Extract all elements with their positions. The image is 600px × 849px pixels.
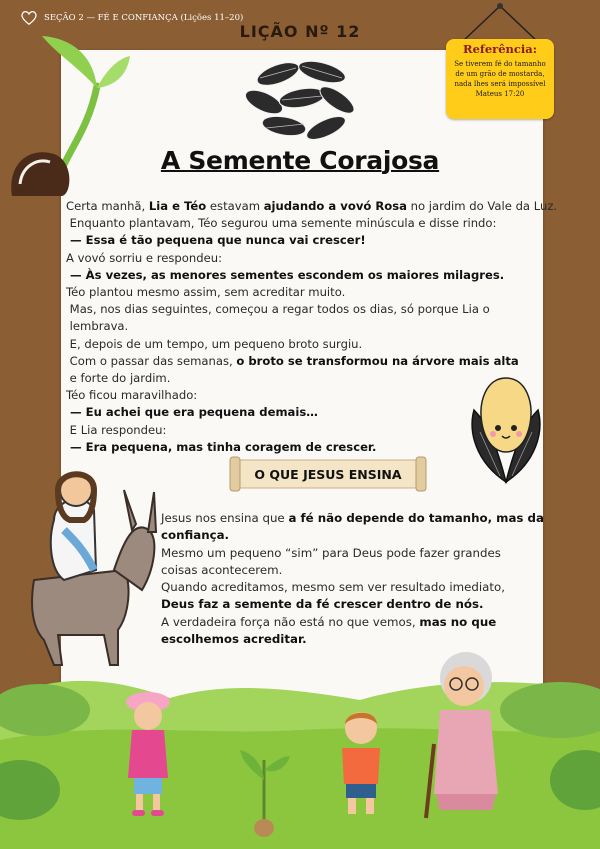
banner-title: O QUE JESUS ENSINA: [254, 467, 402, 482]
story-line: Com o passar das semanas, o broto se transformou na árvore mais alta: [66, 353, 519, 368]
story-line: A vovó sorriu e respondeu:: [66, 250, 222, 265]
story-line: Certa manhã, Lia e Téo estavam ajudando a vovó Rosa no jardim do Vale da Luz.: [66, 199, 558, 213]
reference-line: de um grão de mostarda,: [455, 70, 545, 78]
teaching-text: [161, 510, 546, 648]
grandma-rosa-icon: [418, 644, 508, 820]
teaching-line: confiança.: [161, 528, 230, 543]
boy-teo-icon: [332, 706, 390, 818]
reference-text: [446, 59, 554, 99]
story-line: E, depois de um tempo, um pequeno broto surgiu.: [66, 336, 363, 351]
story-line: Téo ficou maravilhado:: [66, 388, 198, 403]
story-line: — Eu achei que era pequena demais…: [66, 405, 318, 420]
teaching-line: Deus faz a semente da fé crescer dentro de nós.: [161, 597, 484, 612]
teaching-line: escolhemos acreditar.: [161, 632, 307, 647]
story-line: — Era pequena, mas tinha coragem de crescer.: [66, 439, 377, 454]
story-line: Téo plantou mesmo assim, sem acreditar muito.: [66, 285, 346, 300]
banner-scroll: [228, 456, 428, 492]
story-line: — Essa é tão pequena que nunca vai crescer!: [66, 233, 366, 248]
girl-lia-icon: [118, 688, 182, 820]
story-title: A Semente Corajosa: [160, 146, 440, 175]
reference-card: [446, 39, 554, 119]
teaching-line: A verdadeira força não está no que vemos, mas no que: [161, 614, 497, 629]
teaching-line: Mesmo um pequeno “sim” para Deus pode fazer grandes: [161, 545, 501, 560]
story-line: Mas, nos dias seguintes, começou a regar todos os dias, só porque Lia o: [66, 302, 490, 317]
story-line: e forte do jardim.: [66, 371, 171, 386]
story-line: lembrava.: [66, 319, 129, 334]
seed-character-icon: [466, 372, 546, 486]
garden-scene: [0, 640, 600, 849]
teaching-line: Jesus nos ensina que a fé não depende do tamanho, mas da: [161, 511, 544, 525]
teaching-line: coisas acontecerem.: [161, 562, 283, 577]
reference-line: Se tiverem fé do tamanho: [454, 60, 546, 68]
sprout-plant-icon: [236, 740, 292, 840]
section-label: SEÇÃO 2 — FÉ E CONFIANÇA (Lições 11–20): [44, 13, 244, 23]
story-line: E Lia respondeu:: [66, 422, 167, 437]
sunflower-seeds-icon: [242, 56, 360, 142]
jesus-on-donkey-icon: [14, 460, 164, 670]
teaching-line: Quando acreditamos, mesmo sem ver resultado imediato,: [161, 580, 505, 595]
reference-citation: Mateus 17:20: [475, 90, 525, 98]
story-line: Enquanto plantavam, Téo segurou uma semente minúscula e disse rindo:: [66, 216, 497, 231]
lesson-number: LIÇÃO Nº 12: [239, 22, 361, 41]
reference-title: Referência:: [463, 42, 537, 56]
story-line: — Às vezes, as menores sementes escondem os maiores milagres.: [66, 267, 505, 282]
reference-line: nada lhes será impossível: [454, 80, 546, 88]
